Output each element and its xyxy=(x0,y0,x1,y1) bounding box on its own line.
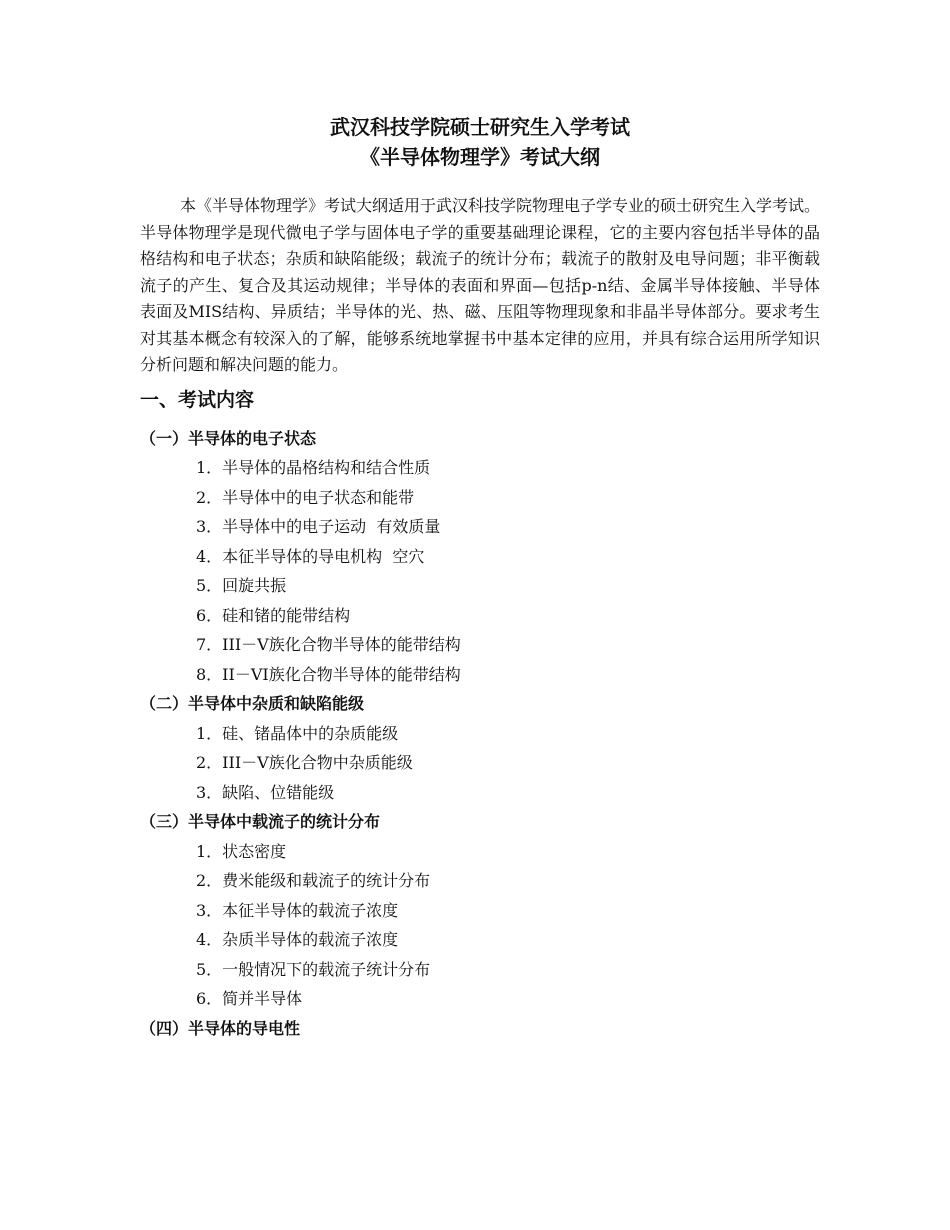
section-title: （三）半导体中载流子的统计分布 xyxy=(140,812,381,831)
list-item: 5．回旋共振 xyxy=(196,576,287,595)
section-carrier-statistics xyxy=(140,807,820,1014)
list-item: 2．费米能级和载流子的统计分布 xyxy=(196,871,431,890)
list-item: 6．硅和锗的能带结构 xyxy=(196,605,351,625)
list-item: 1．半导体的晶格结构和结合性质 xyxy=(196,458,431,477)
section-title: （四）半导体的导电性 xyxy=(140,1018,301,1038)
document-page xyxy=(140,112,820,1043)
list-item: 7．III－V族化合物半导体的能带结构 xyxy=(196,635,461,654)
list-item: 3．本征半导体的载流子浓度 xyxy=(196,900,399,920)
list-item: 1．状态密度 xyxy=(196,841,287,861)
section-conductivity xyxy=(140,1014,820,1044)
list-item: 8．II－VI族化合物半导体的能带结构 xyxy=(196,664,461,684)
section-electronic-states xyxy=(140,424,820,690)
section-title: （一）半导体的电子状态 xyxy=(140,428,317,448)
section-item-list xyxy=(140,837,820,1014)
intro-paragraph: 本《半导体物理学》考试大纲适用于武汉科技学院物理电子学专业的硕士研究生入学考试。半导体物理学是现代微电子学与固体电子学的重要基础理论课程，它的主要内容包括半导体的晶格结构和电子状态；杂质和缺陷能级；载流子的统计分布；载流子的散射及电导问题；非平衡载流子的产生、复合及其运动规律；半导体的表面和界面—包括p-n结、金属半导体接触、半导体表面及MIS结构、异质结；半导体的光、热、磁、压阻等物理现象和非晶半导体部分。要求考生对其基本概念有较深入的了解，能够系统地掌握书中基本定律的应用，并具有综合运用所学知识分析问题和解决问题的能力。 xyxy=(140,196,821,374)
section-item-list xyxy=(140,453,820,689)
list-item: 4．杂质半导体的载流子浓度 xyxy=(196,930,399,949)
section-title: （二）半导体中杂质和缺陷能级 xyxy=(140,694,365,713)
heading-exam-content: 一、考试内容 xyxy=(140,388,255,411)
list-item: 3．缺陷、位错能级 xyxy=(196,782,335,802)
section-item-list xyxy=(140,719,820,808)
list-item: 3．半导体中的电子运动 有效质量 xyxy=(196,517,441,536)
document-title-line2: 《半导体物理学》考试大纲 xyxy=(360,145,600,169)
list-item: 6．简并半导体 xyxy=(196,989,303,1008)
list-item: 5．一般情况下的载流子统计分布 xyxy=(196,959,431,979)
section-impurity-levels xyxy=(140,689,820,807)
list-item: 2．半导体中的电子状态和能带 xyxy=(196,487,415,507)
document-title-line1: 武汉科技学院硕士研究生入学考试 xyxy=(330,115,630,139)
list-item: 1．硅、锗晶体中的杂质能级 xyxy=(196,723,399,743)
list-item: 2．III－V族化合物中杂质能级 xyxy=(196,753,413,772)
list-item: 4．本征半导体的导电机构 空穴 xyxy=(196,546,425,566)
